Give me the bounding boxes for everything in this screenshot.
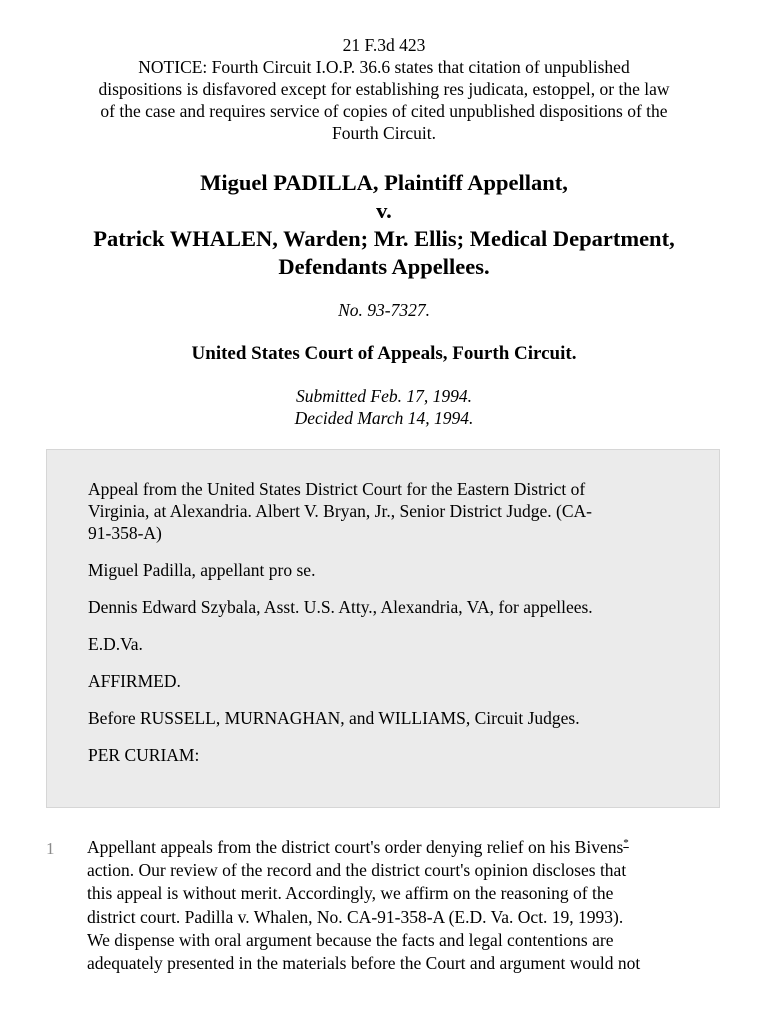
notice-line: NOTICE: Fourth Circuit I.O.P. 36.6 states that citation of unpublished: [138, 57, 630, 77]
panel: Before RUSSELL, MURNAGHAN, and WILLIAMS, Circuit Judges.: [88, 708, 580, 728]
notice-line: Fourth Circuit.: [331, 123, 437, 143]
plaintiff: Miguel PADILLA, Plaintiff Appellant,: [200, 170, 568, 195]
submitted-date: Submitted Feb. 17, 1994.: [296, 386, 472, 406]
document-header: [40, 34, 728, 144]
notice-line: dispositions is disfavored except for establishing res judicata, estoppel, or the law: [98, 79, 670, 99]
footnote-link[interactable]: *: [623, 837, 629, 850]
opinion-paragraph: [87, 836, 717, 975]
appeal-from-line: Virginia, at Alexandria. Albert V. Bryan, Jr., Senior District Judge. (CA-: [88, 501, 592, 521]
defendants: Patrick WHALEN, Warden; Mr. Ellis; Medical Department,: [93, 226, 675, 251]
appeal-from-line: 91-358-A): [88, 523, 162, 543]
appeal-from: [88, 478, 679, 544]
opinion-line: action. Our review of the record and the district court's opinion discloses that: [87, 860, 627, 881]
versus: v.: [376, 198, 392, 223]
appellee-counsel: Dennis Edward Szybala, Asst. U.S. Atty., Alexandria, VA, for appellees.: [88, 597, 593, 617]
per-curiam: PER CURIAM:: [88, 745, 200, 765]
opinion-line: adequately presented in the materials before the Court and argument would not: [87, 953, 641, 974]
docket-number: No. 93-7327.: [338, 300, 430, 320]
citation: 21 F.3d 423: [342, 35, 426, 55]
paragraph-number: 1: [46, 839, 55, 858]
decided-date: Decided March 14, 1994.: [294, 408, 474, 428]
appellant-counsel: Miguel Padilla, appellant pro se.: [88, 560, 316, 580]
case-caption: [20, 169, 748, 281]
opinion-line: district court. Padilla v. Whalen, No. CA-91-358-A (E.D. Va. Oct. 19, 1993).: [87, 906, 624, 927]
appeal-from-line: Appeal from the United States District Court for the Eastern District of: [88, 479, 586, 499]
case-dates: [0, 385, 768, 429]
notice-line: of the case and requires service of copies of cited unpublished dispositions of the: [100, 101, 668, 121]
opinion-line: this appeal is without merit. Accordingly, we affirm on the reasoning of the: [87, 883, 614, 904]
court-name: United States Court of Appeals, Fourth Circuit.: [191, 343, 577, 364]
defendants-role: Defendants Appellees.: [278, 254, 490, 279]
opinion-line: We dispense with oral argument because the facts and legal contentions are: [87, 929, 614, 950]
district: E.D.Va.: [88, 634, 143, 654]
opinion-line: Appellant appeals from the district court's order denying relief on his Bivens: [87, 837, 624, 857]
disposition: AFFIRMED.: [88, 671, 181, 691]
case-summary-box: [46, 449, 720, 808]
